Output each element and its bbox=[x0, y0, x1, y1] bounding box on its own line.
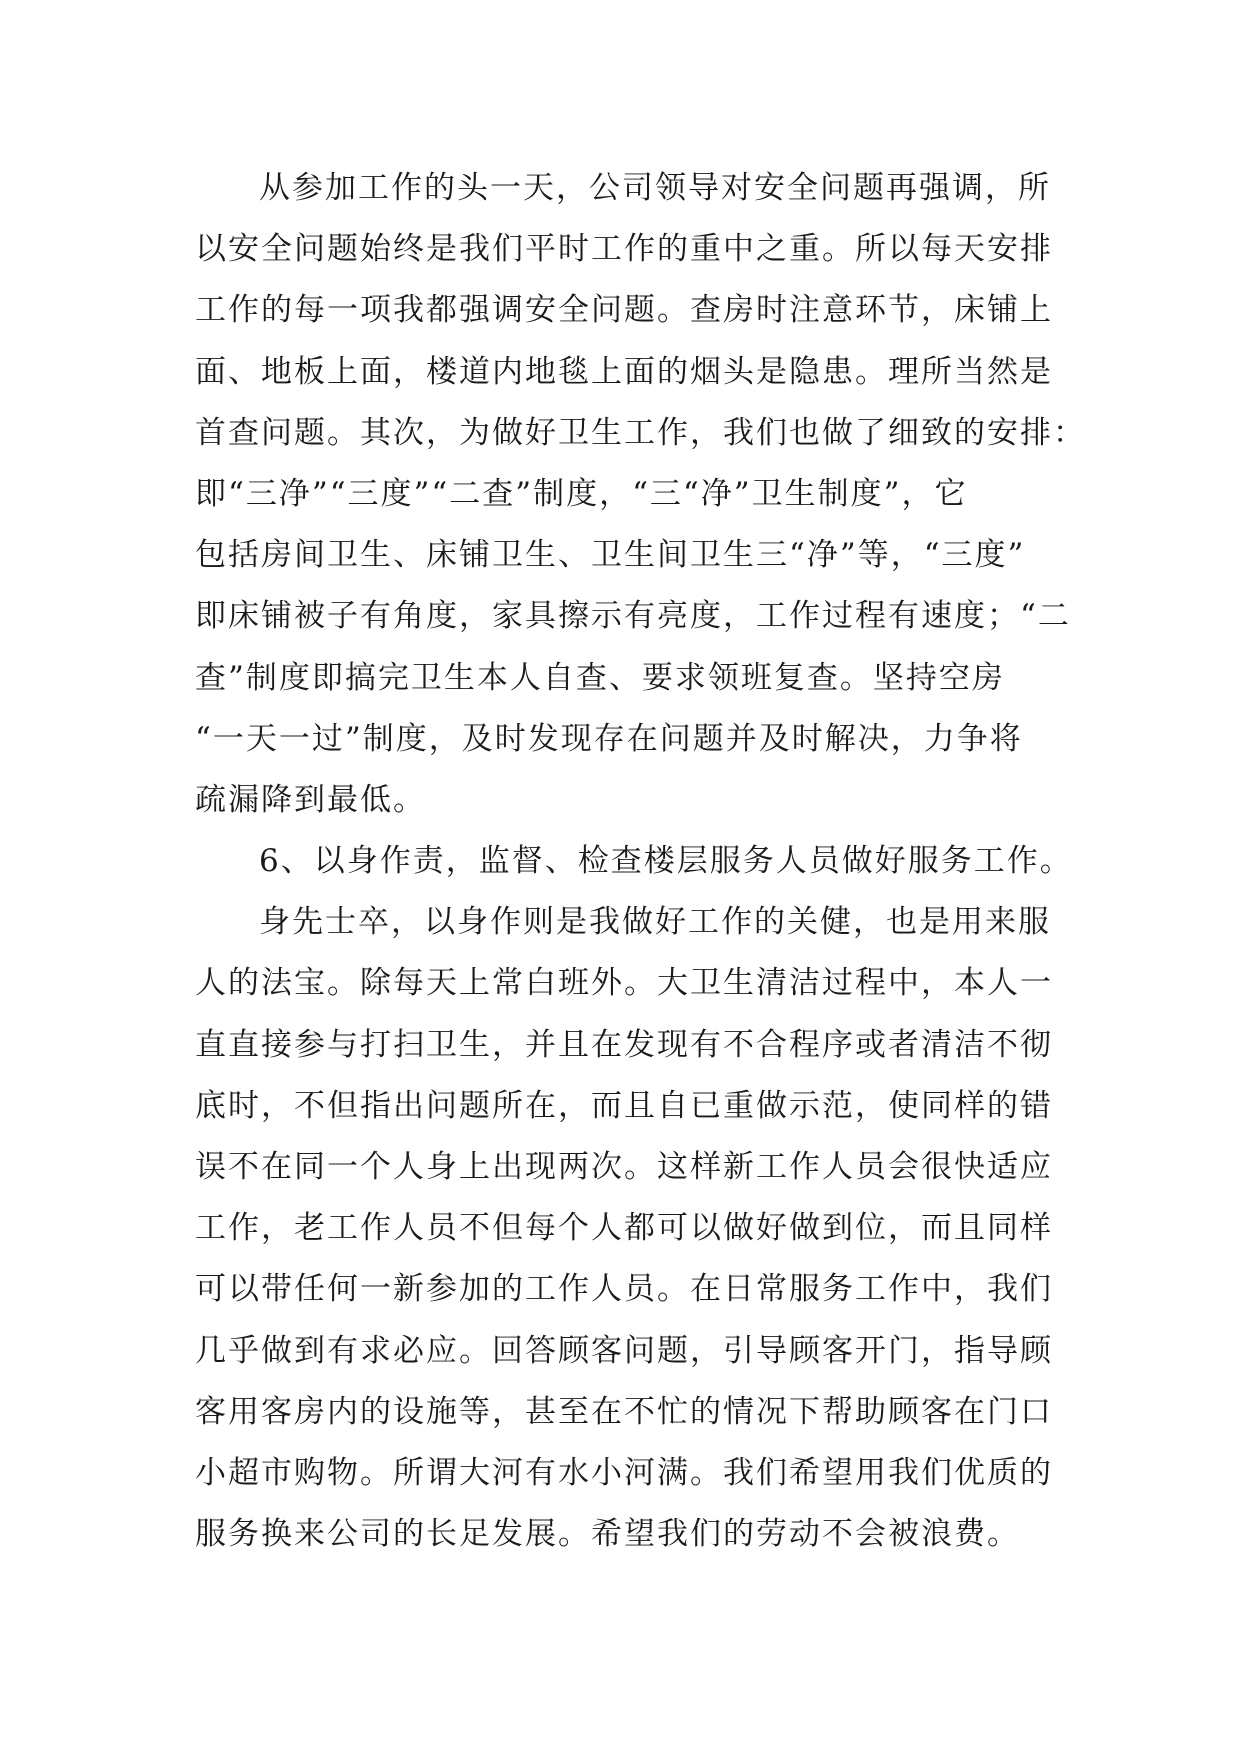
text-line: 误不在同一个人身上出现两次。这样新工作人员会很快适应 bbox=[195, 1149, 1053, 1185]
text-line: 以安全问题始终是我们平时工作的重中之重。所以每天安排 bbox=[195, 231, 1053, 268]
text-line: 疏漏降到最低。 bbox=[195, 781, 426, 818]
text-line: 几乎做到有求必应。回答顾客问题，引导顾客开门，指导顾 bbox=[195, 1332, 1053, 1369]
text-line: 工作，老工作人员不但每个人都可以做好做到位，而且同样 bbox=[195, 1210, 1053, 1247]
text-line: 身先士卒，以身作则是我做好工作的关健，也是用来服 bbox=[259, 904, 1051, 941]
text-line: 底时，不但指出问题所在，而且自已重做示范，使同样的错 bbox=[195, 1087, 1053, 1124]
text-line: 即床铺被子有角度，家具擦示有亮度，工作过程有速度；“二 bbox=[195, 598, 1071, 635]
text-line: 工作的每一项我都强调安全问题。查房时注意环节，床铺上 bbox=[195, 292, 1053, 329]
text-line: 查”制度即搞完卫生本人自查、要求领班复查。坚持空房 bbox=[195, 659, 1005, 696]
text-line: 可以带任何一新参加的工作人员。在日常服务工作中，我们 bbox=[195, 1271, 1053, 1308]
text-line: 客用客房内的设施等，甚至在不忙的情况下帮助顾客在门口 bbox=[195, 1393, 1053, 1430]
text-line: 面、地板上面，楼道内地毯上面的烟头是隐患。理所当然是 bbox=[195, 353, 1053, 390]
text-line: 人的法宝。除每天上常白班外。大卫生清洁过程中，本人一 bbox=[195, 965, 1053, 1002]
section-heading: 6、以身作责，监督、检查楼层服务人员做好服务工作。 bbox=[259, 843, 1073, 880]
text-line: 从参加工作的头一天，公司领导对安全问题再强调，所 bbox=[259, 170, 1051, 206]
text-line: 首查问题。其次，为做好卫生工作，我们也做了细致的安排： bbox=[195, 414, 1086, 451]
document-body bbox=[195, 158, 1086, 1565]
text-line: 直直接参与打扫卫生，并且在发现有不合程序或者清洁不彻 bbox=[195, 1026, 1053, 1063]
text-line: 小超市购物。所谓大河有水小河满。我们希望用我们优质的 bbox=[195, 1454, 1053, 1491]
text-line: 即“三净”“三度”“二查”制度，“三“净”卫生制度”，它 bbox=[195, 475, 968, 512]
text-line: 服务换来公司的长足发展。希望我们的劳动不会被浪费。 bbox=[195, 1516, 1020, 1553]
text-line: “一天一过”制度，及时发现存在问题并及时解决，力争将 bbox=[195, 720, 1023, 757]
text-line: 包括房间卫生、床铺卫生、卫生间卫生三“净”等，“三度” bbox=[195, 537, 1026, 574]
